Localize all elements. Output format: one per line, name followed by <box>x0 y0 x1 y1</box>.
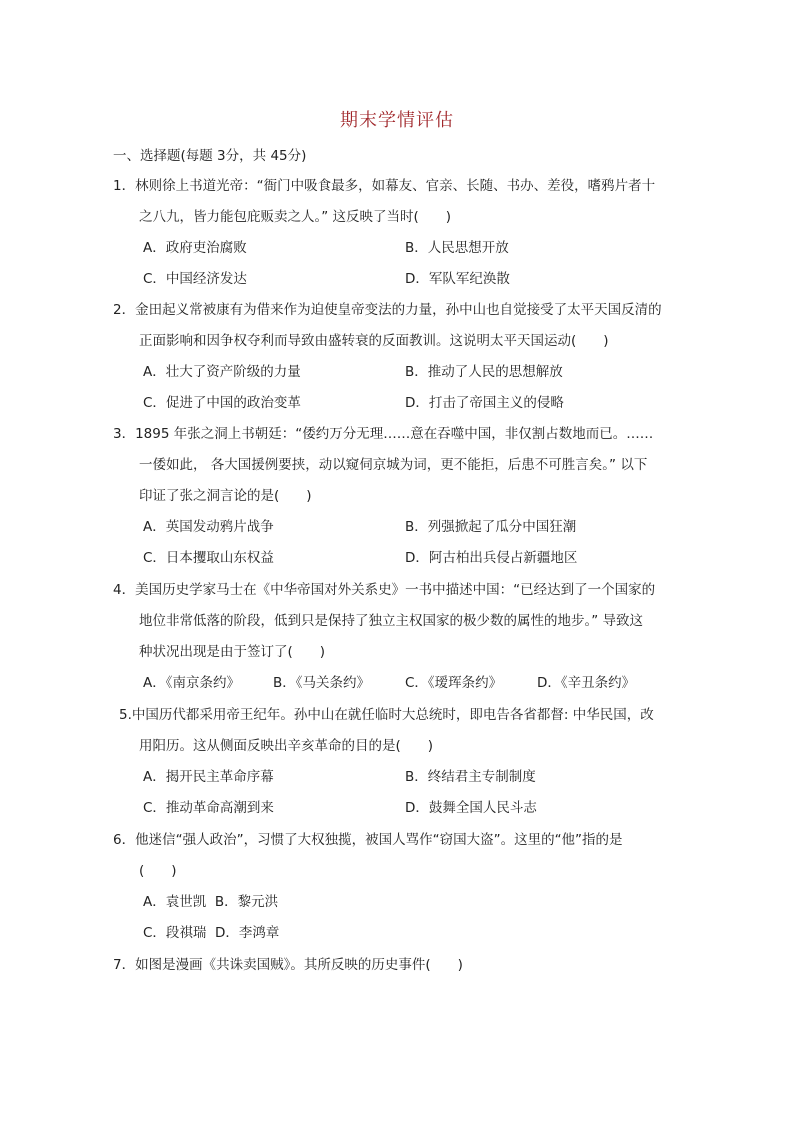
option-a[interactable]: A．英国发动鸦片战争 <box>143 519 274 535</box>
option-d[interactable]: D．李鸿章 <box>215 925 280 941</box>
question-text: 3．1895 年张之洞上书朝廷：“倭约万分无理……意在吞噬中国，非仅割占数地而已。…… <box>113 426 654 442</box>
question-text: 地位非常低落的阶段，低到只是保持了独立主权国家的极少数的属性的地步。” 导致这 <box>139 613 644 629</box>
question-text: 7．如图是漫画《共诛卖国贼》。其所反映的历史事件( ) <box>113 957 463 973</box>
option-a[interactable]: A．揭开民主革命序幕 <box>143 769 274 785</box>
question-1 <box>113 171 683 233</box>
section-heading: 一、选择题(每题 3分，共 45分) <box>113 148 307 164</box>
question-text: 1．林则徐上书道光帝：“衙门中吸食最多，如幕友、官亲、长随、书办、差役，嗜鸦片者十 <box>113 178 656 194</box>
question-text: 4．美国历史学家马士在《中华帝国对外关系史》一书中描述中国：“已经达到了一个国家的 <box>113 582 656 598</box>
question-2 <box>113 295 683 357</box>
option-d[interactable]: D．鼓舞全国人民斗志 <box>405 800 537 816</box>
question-1-options <box>143 233 683 295</box>
question-text: 之八九，皆力能包庇贩卖之人。” 这反映了当时( ) <box>139 209 452 225</box>
option-c[interactable]: C．段祺瑞 <box>143 925 207 941</box>
option-a[interactable]: A．袁世凯 <box>143 894 207 910</box>
question-6 <box>113 825 683 887</box>
option-a[interactable]: A．《南京条约》 <box>143 675 240 691</box>
question-text: 正面影响和因争权夺利而导致由盛转衰的反面教训。这说明太平天国运动( ) <box>139 333 609 349</box>
question-2-options <box>143 357 683 419</box>
option-c[interactable]: C．促进了中国的政治变革 <box>143 395 301 411</box>
option-a[interactable]: A．壮大了资产阶级的力量 <box>143 364 301 380</box>
question-text: 印证了张之洞言论的是( ) <box>139 488 312 504</box>
question-text: 2．金田起义常被康有为借来作为迫使皇帝变法的力量，孙中山也自觉接受了太平天国反清的 <box>113 302 662 318</box>
question-text: 5.中国历代都采用帝王纪年。孙中山在就任临时大总统时，即电告各省都督: 中华民国，改 <box>119 707 654 723</box>
question-text: 种状况出现是由于签订了( ) <box>139 644 326 660</box>
question-6-options <box>143 887 279 949</box>
question-text: 6．他迷信“强人政治”，习惯了大权独揽，被国人骂作“窃国大盗”。这里的“他”指的是 <box>113 832 623 848</box>
question-text: 用阳历。这从侧面反映出辛亥革命的目的是( ) <box>139 738 434 754</box>
option-c[interactable]: C．中国经济发达 <box>143 271 247 287</box>
option-d[interactable]: D．军队军纪涣散 <box>405 271 510 287</box>
option-b[interactable]: B．人民思想开放 <box>405 240 509 256</box>
question-7 <box>113 950 683 981</box>
option-d[interactable]: D．阿古柏出兵侵占新疆地区 <box>405 550 578 566</box>
question-3 <box>113 419 683 512</box>
question-4 <box>113 575 683 668</box>
page-title: 期末学情评估 <box>340 110 454 131</box>
option-b[interactable]: B．列强掀起了瓜分中国狂潮 <box>405 519 577 535</box>
question-text: 一倭如此， 各大国援例要挟，动以窥伺京城为词，更不能拒，后患不可胜言矣。” 以下 <box>139 457 648 473</box>
option-c[interactable]: C．日本攫取山东权益 <box>143 550 274 566</box>
question-text: ( ) <box>139 863 177 879</box>
option-d[interactable]: D．打击了帝国主义的侵略 <box>405 395 564 411</box>
question-4-options <box>143 668 683 699</box>
option-d[interactable]: D．《辛丑条约》 <box>537 675 636 691</box>
option-b[interactable]: B．黎元洪 <box>214 894 279 910</box>
option-b[interactable]: B．《马关条约》 <box>273 675 371 691</box>
question-5 <box>119 700 689 762</box>
option-c[interactable]: C．推动革命高潮到来 <box>143 800 274 816</box>
option-c[interactable]: C．《瑷珲条约》 <box>405 675 503 691</box>
option-b[interactable]: B．推动了人民的思想解放 <box>405 364 563 380</box>
option-b[interactable]: B．终结君主专制制度 <box>405 769 536 785</box>
question-3-options <box>143 512 683 574</box>
question-5-options <box>143 762 683 824</box>
option-a[interactable]: A．政府吏治腐败 <box>143 240 247 256</box>
